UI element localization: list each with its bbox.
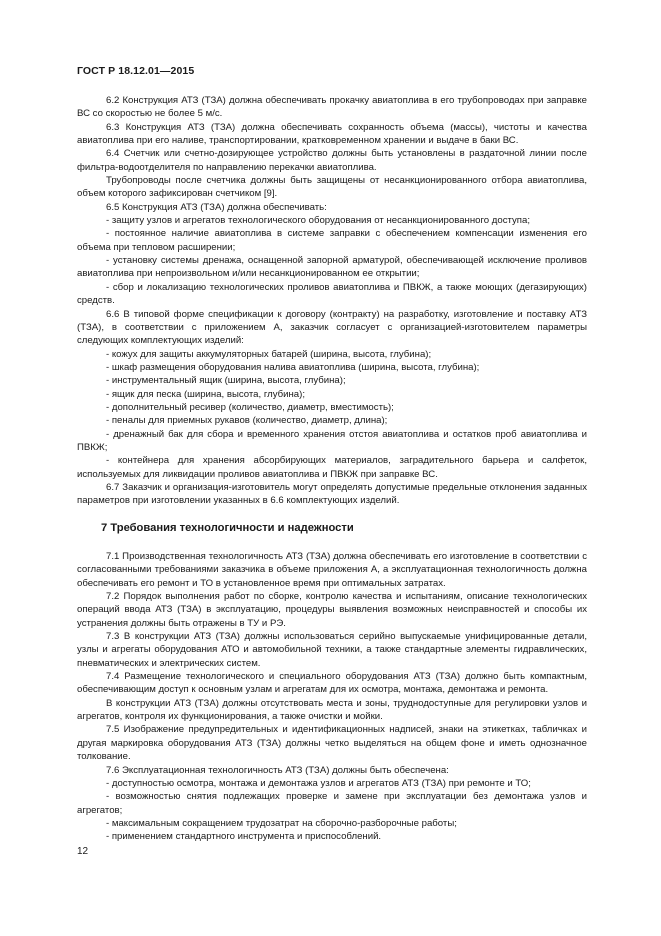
paragraph-6-5: 6.5 Конструкция АТЗ (ТЗА) должна обеспечивать:: [106, 201, 327, 213]
paragraph-7-1: 7.1 Производственная технологичность АТЗ (ТЗА) должна обеспечивать его изготовление в соответствии с согласованными требованиями заказчика в объеме приложения А, а эксплуатационная технологичность должна обеспечивать его ремонт и ТО в установленное время при оптимальных затратах.: [77, 551, 587, 589]
section-heading: 7 Требования технологичности и надежности: [101, 521, 354, 534]
list-item: - защиту узлов и агрегатов технологического оборудования от несанкционированного доступа;: [106, 215, 531, 227]
paragraph-7-2: 7.2 Порядок выполнения работ по сборке, контролю качества и испытаниям, описание технологических операций ввода АТЗ (ТЗА) в эксплуатацию, процедуры выявления возможных неисправностей и способы их устранения должны быть отражены в ТУ и РЭ.: [77, 591, 587, 629]
list-item: - дренажный бак для сбора и временного хранения отстоя авиатоплива и остатков проб авиатоплива и ПВКЖ;: [77, 428, 587, 453]
list-item: - шкаф размещения оборудования налива авиатоплива (ширина, высота, глубина);: [106, 361, 480, 373]
list-item: - максимальным сокращением трудозатрат на сборочно-разборочные работы;: [106, 817, 457, 829]
document-header: ГОСТ Р 18.12.01—2015: [77, 65, 195, 77]
list-item: - ящик для песка (ширина, высота, глубина);: [106, 388, 305, 400]
list-item: - кожух для защиты аккумуляторных батарей (ширина, высота, глубина);: [106, 348, 432, 360]
paragraph: Трубопроводы после счетчика должны быть защищены от несанкционированного отбора авиатоплива, объем которого зафиксирован счетчиком [9].: [77, 175, 587, 200]
list-item: - возможностью снятия подлежащих проверке и замене при эксплуатации без демонтажа узлов и агрегатов;: [77, 791, 587, 816]
paragraph-6-4: 6.4 Счетчик или счетно-дозирующее устройство должны быть установлены в раздаточной линии после фильтра-водоотделителя по направлению перекачки авиатоплива.: [77, 148, 587, 173]
paragraph-6-3: 6.3 Конструкция АТЗ (ТЗА) должна обеспечивать сохранность объема (массы), чистоты и качества авиатоплива при его наливе, транспортировании, кратковременном хранении и выдаче в баки ВС.: [77, 121, 587, 147]
list-item: - дополнительный ресивер (количество, диаметр, вместимость);: [106, 401, 394, 413]
list-item: - применением стандартного инструмента и приспособлений.: [106, 831, 382, 843]
list-item: - пеналы для приемных рукавов (количество, диаметр, длина);: [106, 415, 388, 427]
paragraph-7-4: 7.4 Размещение технологического и специального оборудования АТЗ (ТЗА) должно быть компактным, обеспечивающим доступ к основным узлам и агрегатам для их осмотра, монтажа, демонтажа и ремонта.: [77, 671, 587, 696]
paragraph-6-6: 6.6 В типовой форме спецификации к договору (контракту) на разработку, изготовление и поставку АТЗ (ТЗА), в соответствии с приложением А, заказчик согласует с организацией-изготовителем параметры следующих комплектующих изделий:: [77, 308, 587, 347]
list-item: - установку системы дренажа, оснащенной запорной арматурой, обеспечивающей исключение проливов авиатоплива при непроизвольном и/или несанкционированном ее открытии;: [77, 255, 587, 280]
paragraph-7-6: 7.6 Эксплуатационная технологичность АТЗ (ТЗА) должны быть обеспечена:: [106, 764, 449, 776]
paragraph-7-3: 7.3 В конструкции АТЗ (ТЗА) должны использоваться серийно выпускаемые унифицированные детали, узлы и агрегаты оборудования АТО и автомобильной техники, а также стандартные элементы гидравлических, пневматических и электрических систем.: [77, 631, 587, 669]
paragraph-7-5: 7.5 Изображение предупредительных и идентификационных надписей, знаки на этикетках, табличках и другая маркировка оборудования АТЗ (ТЗА) должны четко выделяться на общем фоне и иметь однозначное толкование.: [77, 724, 587, 763]
paragraph-6-2: 6.2 Конструкция АТЗ (ТЗА) должна обеспечивать прокачку авиатоплива в его трубопроводах при заправке ВС со скоростью не более 5 м/с.: [77, 95, 587, 120]
page-number: 12: [77, 846, 89, 857]
list-item: - сбор и локализацию технологических проливов авиатоплива и ПВКЖ, а также моющих (дегазирующих) средств.: [77, 281, 587, 307]
paragraph: В конструкции АТЗ (ТЗА) должны отсутствовать места и зоны, труднодоступные для регулировки узлов и агрегатов, контроля их функционирования, а также очистки и мойки.: [77, 697, 587, 723]
list-item: - контейнера для хранения абсорбирующих материалов, заградительного барьера и салфеток, используемых для ликвидации проливов авиатоплива и ПВКЖ при заправке ВС.: [77, 455, 587, 480]
paragraph-6-7: 6.7 Заказчик и организация-изготовитель могут определять допустимые предельные отклонения заданных параметров при изготовлении указанных в 6.6 комплектующих изделий.: [77, 481, 587, 507]
document-body: [77, 94, 587, 844]
list-item: - доступностью осмотра, монтажа и демонтажа узлов и агрегатов АТЗ (ТЗА) при ремонте и ТО;: [106, 777, 531, 789]
list-item: - постоянное наличие авиатоплива в системе заправки с обеспечением компенсации изменения его объема при тепловом расширении;: [77, 228, 587, 253]
list-item: - инструментальный ящик (ширина, высота, глубина);: [106, 375, 346, 387]
